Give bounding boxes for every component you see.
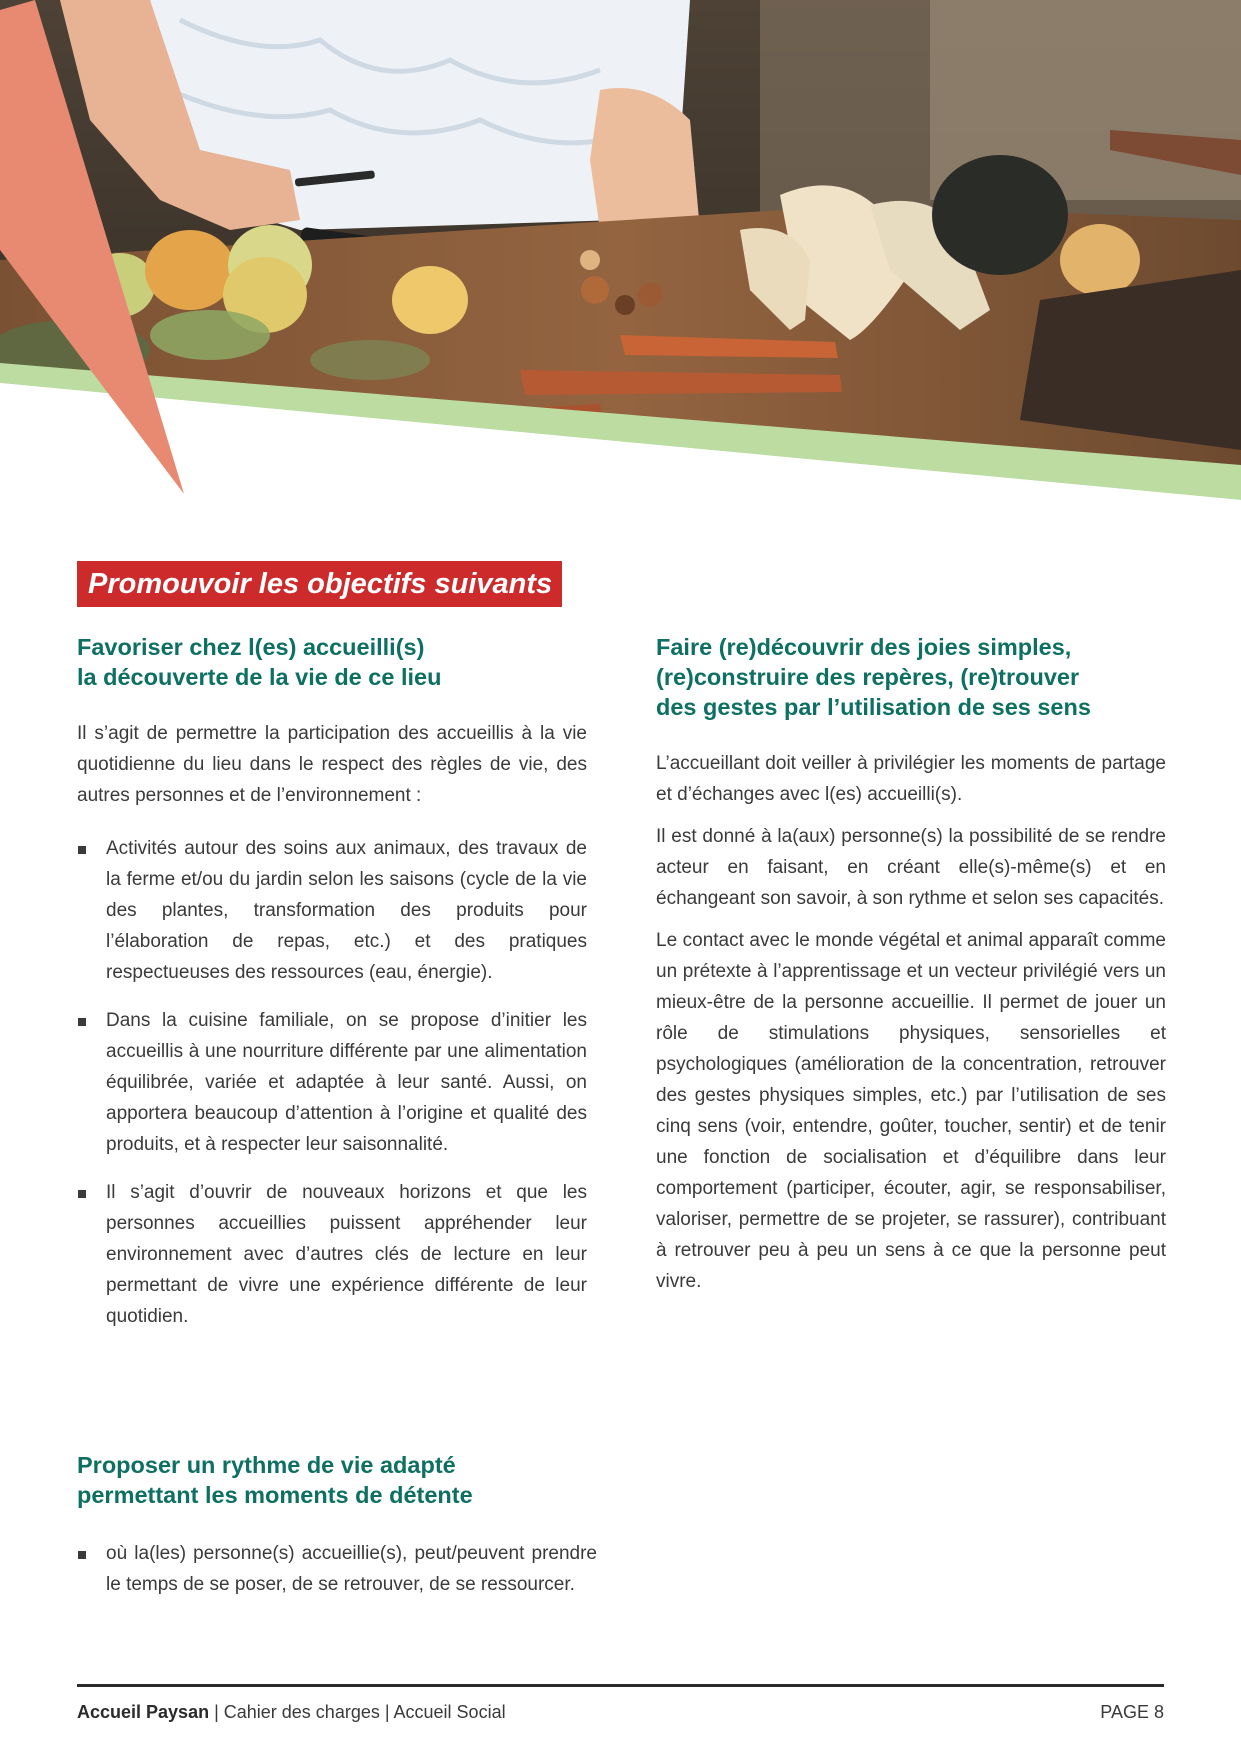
bullet-square-icon [78, 1018, 86, 1026]
left-intro: Il s’agit de permettre la participation des accueillis à la vie quotidienne du lieu dans le respect des règles de vie, des autres personnes et de l’environnement : [77, 723, 587, 806]
left-bullet-list [77, 833, 587, 1332]
right-heading [656, 632, 1166, 722]
list-item-text: où la(les) personne(s) accueillie(s), peut/peuvent prendre le temps de se poser, de se retrouver, de se ressourcer. [106, 1543, 597, 1595]
footer-rule [77, 1684, 1164, 1687]
right-paragraph-1: L’accueillant doit veiller à privilégier les moments de partage et d’échanges avec l(es) accueilli(s). [656, 753, 1166, 805]
left-heading-line-2: la découverte de la vie de ce lieu [77, 664, 442, 690]
left-bottom-heading-line-1: Proposer un rythme de vie adapté [77, 1452, 456, 1478]
section-title-banner: Promouvoir les objectifs suivants [77, 561, 562, 607]
right-heading-line-3: des gestes par l’utilisation de ses sens [656, 694, 1091, 720]
list-item [77, 1538, 597, 1600]
list-item [77, 1177, 587, 1332]
list-item-text: Activités autour des soins aux animaux, des travaux de la ferme et/ou du jardin selon les saisons (cycle de la vie des plantes, transformation des produits pour l’élaboration de repas, etc.) et des pratiques respectueuses des ressources (eau, énergie). [106, 838, 587, 983]
left-heading-line-1: Favoriser chez l(es) accueilli(s) [77, 634, 425, 660]
right-paragraph-3: Le contact avec le monde végétal et animal apparaît comme un prétexte à l’apprentissage et un vecteur privilégié vers un mieux-être de la personne accueillie. Il permet de jouer un rôle de stimulations physiques, sensorielles et psychologiques (amélioration de la concentration, retrouver des gestes physiques simples, etc.) par l’utilisation de ses cinq sens (voir, entendre, goûter, toucher, sentir) et de tenir une fonction de socialisation et d’équilibre dans leur comportement (participer, écouter, agir, se responsabiliser, valoriser, permettre de se projeter, se rassurer), contribuant à retrouver peu à peu un sens à ce que la personne peut vivre. [656, 930, 1166, 1292]
list-item [77, 1005, 587, 1160]
left-bottom-bullet-list [77, 1538, 597, 1600]
bullet-square-icon [78, 1190, 86, 1198]
right-heading-line-1: Faire (re)découvrir des joies simples, [656, 634, 1072, 660]
footer-text [77, 1700, 506, 1724]
list-item-text: Dans la cuisine familiale, on se propose d’initier les accueillis à une nourriture différente par une alimentation équilibrée, variée et adaptée à leur santé. Aussi, on apportera beaucoup d’attention à l’origine et qualité des produits, et à respecter leur saisonnalité. [106, 1010, 587, 1155]
left-bottom-section [77, 1450, 597, 1617]
left-bottom-heading-line-2: permettant les moments de détente [77, 1482, 473, 1508]
right-heading-line-2: (re)construire des repères, (re)trouver [656, 664, 1080, 690]
right-paragraph-2: Il est donné à la(aux) personne(s) la possibilité de se rendre acteur en faisant, en créant elle(s)-même(s) et en échangeant son savoir, à son rythme et selon ses capacités. [656, 826, 1166, 909]
list-item [77, 833, 587, 988]
bullet-square-icon [78, 1551, 86, 1559]
page-number: PAGE 8 [1100, 1702, 1164, 1722]
left-heading [77, 632, 587, 692]
list-item-text: Il s’agit d’ouvrir de nouveaux horizons et que les personnes accueillies puissent appréhender leur environnement avec d’autres clés de lecture en leur permettant de vivre une expérience différente de leur quotidien. [106, 1182, 587, 1327]
bullet-square-icon [78, 846, 86, 854]
footer-subtitle: | Cahier des charges | Accueil Social [209, 1702, 506, 1722]
left-bottom-heading [77, 1450, 597, 1510]
footer-brand: Accueil Paysan [77, 1702, 210, 1722]
right-column [656, 632, 1166, 1308]
decorative-shapes [0, 0, 1241, 560]
left-column [77, 632, 587, 1349]
